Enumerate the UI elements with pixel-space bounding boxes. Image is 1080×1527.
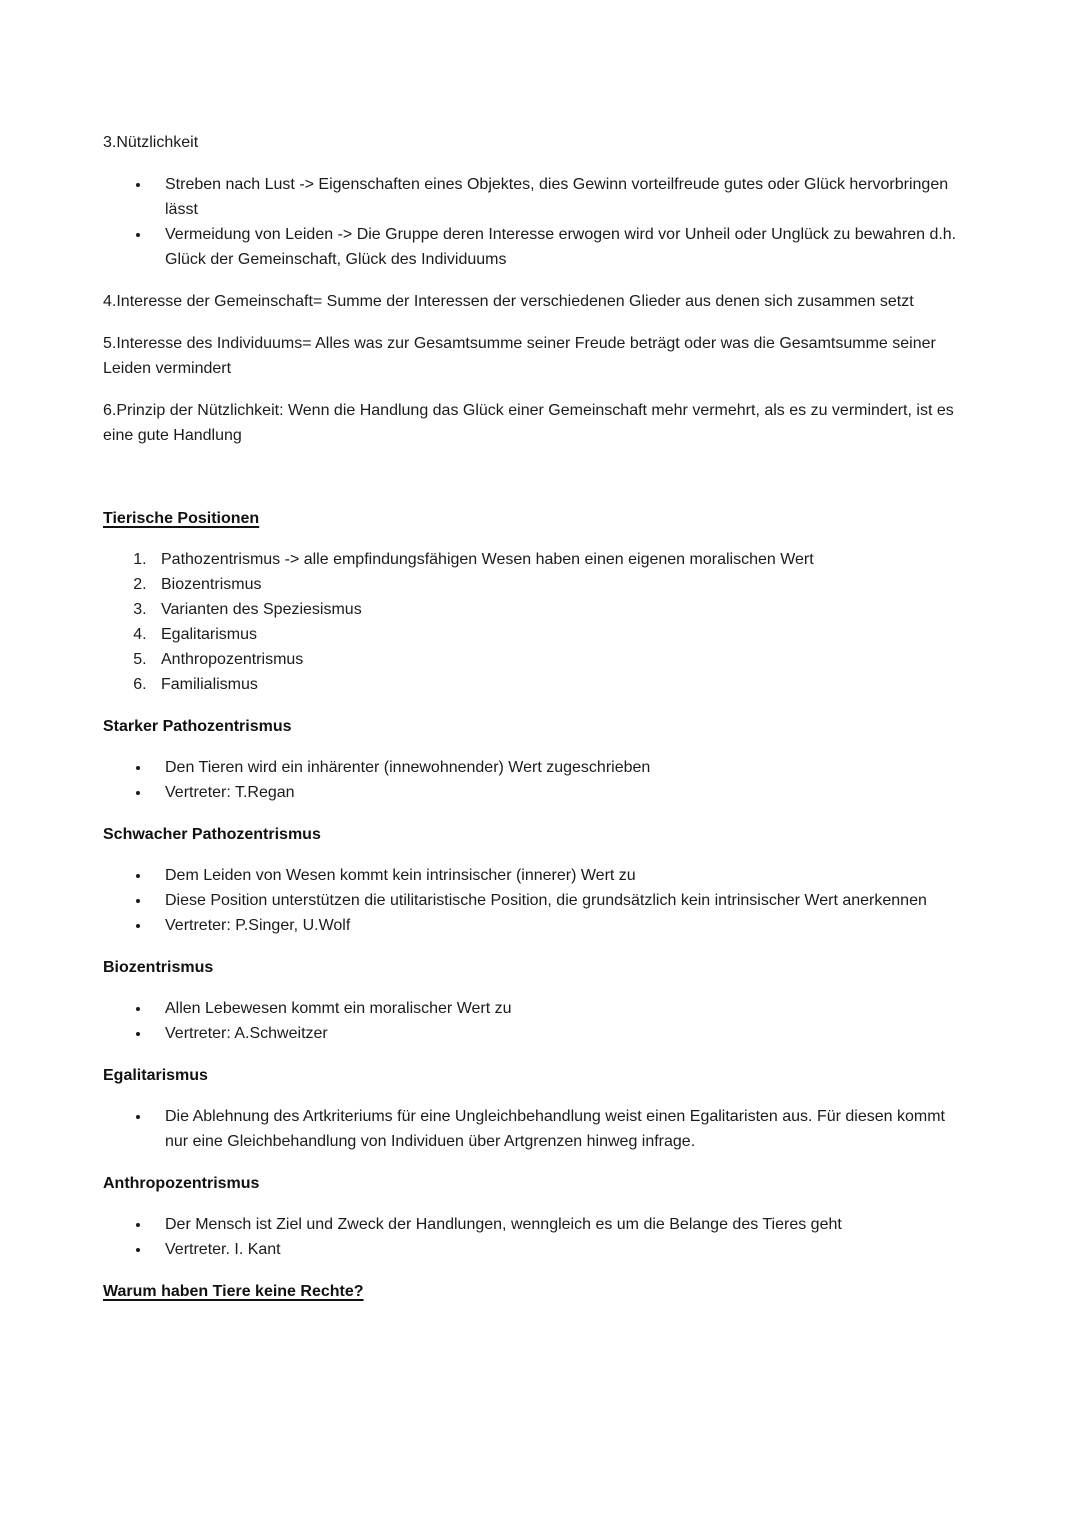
paragraph-interesse-individuum: 5.Interesse des Individuums= Alles was zur Gesamtsumme seiner Freude beträgt oder was die Gesamtsumme seiner Leiden vermindert [103, 335, 936, 377]
section-heading-warum-keine-rechte: Warum haben Tiere keine Rechte? [103, 1283, 364, 1300]
list-item: • Vermeidung von Leiden -> Die Gruppe deren Interesse erwogen wird vor Unheil oder Unglück zu bewahren d.h. Glück der Gemeinschaft, Glück des Individuums [151, 222, 965, 272]
bullet-list-nuetzlichkeit [103, 172, 965, 272]
bullet-list-anthropozentrismus [103, 1212, 965, 1262]
bullet-list-biozentrismus [103, 996, 965, 1046]
list-item: • Allen Lebewesen kommt ein moralischer Wert zu [151, 996, 965, 1021]
list-item: 2. Biozentrismus [151, 572, 965, 597]
list-item: • Streben nach Lust -> Eigenschaften eines Objektes, dies Gewinn vorteilfreude gutes oder Glück hervorbringen lässt [151, 172, 965, 222]
paragraph-nuetzlichkeit: 3.Nützlichkeit [103, 134, 199, 151]
paragraph-prinzip-nuetzlichkeit: 6.Prinzip der Nützlichkeit: Wenn die Handlung das Glück einer Gemeinschaft mehr vermehrt, als es zu vermindert, ist es eine gute Handlung [103, 402, 954, 444]
bullet-list-starker-pathozentrismus [103, 755, 965, 805]
section-heading-egalitarismus: Egalitarismus [103, 1067, 208, 1084]
section-heading-biozentrismus: Biozentrismus [103, 959, 214, 976]
section-heading-schwacher-pathozentrismus: Schwacher Pathozentrismus [103, 826, 321, 843]
numbered-list-positionen [103, 547, 965, 697]
list-item: 6. Familialismus [151, 672, 965, 697]
list-item: • Die Ablehnung des Artkriteriums für eine Ungleichbehandlung weist einen Egalitaristen aus. Für diesen kommt nur eine Gleichbehandlung von Individuen über Artgrenzen hinweg infrage. [151, 1104, 965, 1154]
list-item: • Vertreter. I. Kant [151, 1237, 965, 1262]
section-heading-tierische-positionen: Tierische Positionen [103, 510, 260, 527]
list-item: 4. Egalitarismus [151, 622, 965, 647]
list-item: 1. Pathozentrismus -> alle empfindungsfähigen Wesen haben einen eigenen moralischen Wert [151, 547, 965, 572]
list-item: • Vertreter: T.Regan [151, 780, 965, 805]
list-item: 3. Varianten des Speziesismus [151, 597, 965, 622]
list-item: • Vertreter: P.Singer, U.Wolf [151, 913, 965, 938]
paragraph-interesse-gemeinschaft: 4.Interesse der Gemeinschaft= Summe der Interessen der verschiedenen Glieder aus denen sich zusammen setzt [103, 293, 914, 310]
list-item: 5. Anthropozentrismus [151, 647, 965, 672]
bullet-list-egalitarismus [103, 1104, 965, 1154]
list-item: • Dem Leiden von Wesen kommt kein intrinsischer (innerer) Wert zu [151, 863, 965, 888]
bullet-list-schwacher-pathozentrismus [103, 863, 965, 938]
list-item: • Der Mensch ist Ziel und Zweck der Handlungen, wenngleich es um die Belange des Tieres geht [151, 1212, 965, 1237]
list-item: • Diese Position unterstützen die utilitaristische Position, die grundsätzlich kein intrinsischer Wert anerkennen [151, 888, 965, 913]
section-heading-anthropozentrismus: Anthropozentrismus [103, 1175, 260, 1192]
list-item: • Vertreter: A.Schweitzer [151, 1021, 965, 1046]
list-item: • Den Tieren wird ein inhärenter (innewohnender) Wert zugeschrieben [151, 755, 965, 780]
section-heading-starker-pathozentrismus: Starker Pathozentrismus [103, 718, 292, 735]
